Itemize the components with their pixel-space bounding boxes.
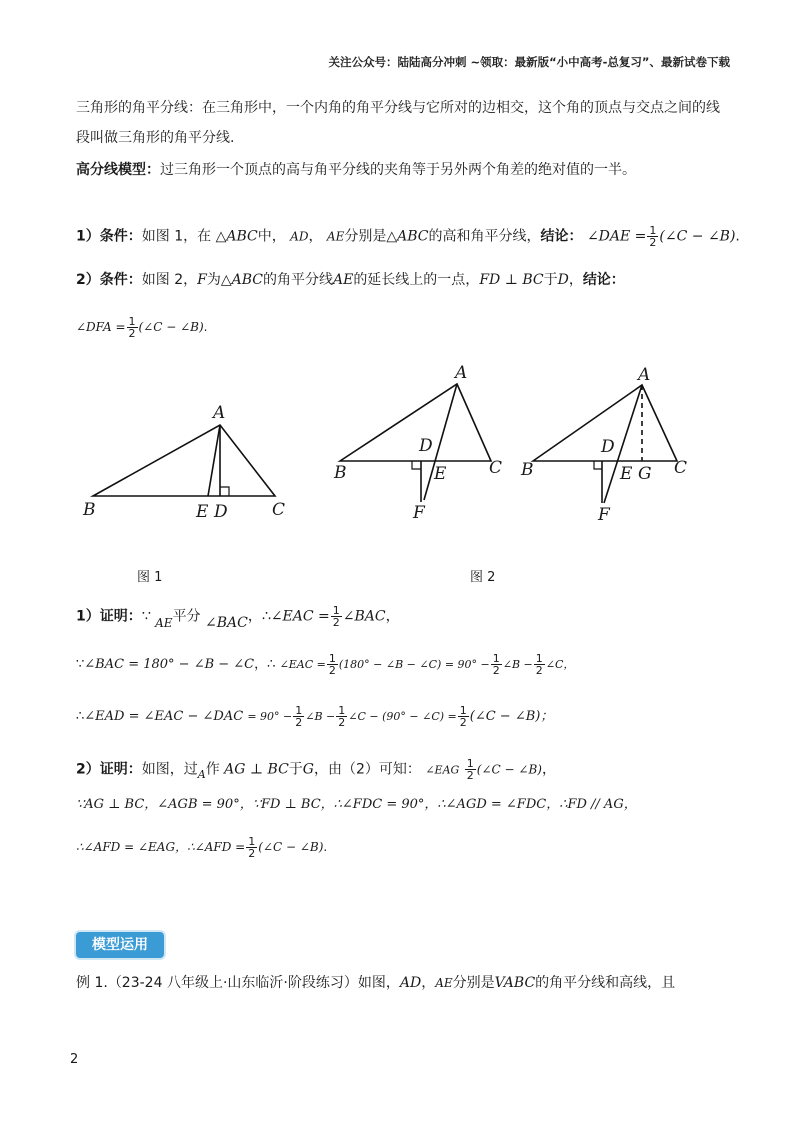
point-g: G [302, 761, 314, 778]
text: 于 [288, 761, 303, 778]
fig3-label-c: C [674, 458, 688, 478]
text: 的角平分线 [262, 272, 333, 288]
fig2-label-f: F [413, 503, 425, 523]
text: 的角平分线和高线，且 [535, 975, 676, 991]
fig1-label-c: C [272, 500, 286, 520]
fraction-half: $\frac{1}{2}$ [466, 757, 474, 782]
fig3-label-e: E [620, 464, 633, 484]
triangle-symbol: △ABC [220, 272, 263, 288]
formula-rhs: (∠C − ∠B) [659, 228, 736, 245]
figure-1-caption: 图 1 [137, 570, 163, 585]
segment-ad: AD [290, 229, 309, 244]
segment-ae: AE [435, 976, 453, 990]
model-text: 过三角形一个顶点的高与角平分线的夹角等于另外两个角差的绝对值的一半。 [160, 162, 636, 178]
fraction-half: $\frac{1}{2}$ [649, 224, 657, 249]
text: 中， [257, 228, 286, 245]
point-d: D [557, 272, 569, 288]
formula: ∠B − [502, 658, 533, 671]
text: ∵ [76, 657, 85, 672]
fig3-label-d: D [601, 437, 615, 457]
conclusion-label: 结论： [582, 272, 625, 288]
fig3-label-a: A [638, 365, 651, 385]
fraction-half: $\frac{1}{2}$ [128, 315, 136, 340]
text: 于 [543, 272, 558, 288]
model-label: 高分线模型： [76, 162, 160, 178]
triangle-abc [340, 384, 491, 461]
text: 分别是 [344, 228, 387, 245]
section-badge: 模型运用 [76, 932, 164, 958]
proof-1-line-2 [76, 653, 574, 676]
formula: = 90° − [247, 710, 293, 723]
formula-lhs: ∠DAE = [586, 228, 647, 245]
right-angle-mark [220, 487, 229, 496]
point-a: A [197, 767, 206, 781]
condition-1-prefix: 1）条件： [76, 228, 142, 245]
fraction-half: $\frac{1}{2}$ [535, 652, 543, 677]
proof-2-line-1 [76, 758, 556, 781]
fig2-label-d: D [419, 436, 433, 456]
triangle-abc [93, 425, 275, 496]
text: ∵ [141, 608, 151, 625]
text: ，∴ [247, 608, 271, 625]
conclusion-label: 结论： [540, 228, 583, 245]
fig3-label-f: F [598, 505, 610, 525]
fig3-label-b: B [521, 460, 534, 480]
text: ∴ [76, 709, 85, 724]
formula: ∠C， [545, 658, 575, 671]
formula-rhs: ∠BAC [342, 608, 386, 625]
formula-lhs: ∠EAG [425, 763, 460, 777]
fraction-half: $\frac{1}{2}$ [338, 704, 346, 729]
fraction-half: $\frac{1}{2}$ [328, 652, 336, 677]
point-f: F [197, 272, 207, 288]
proof-1-line-3 [76, 705, 553, 728]
text: 的延长线上的一点， [353, 272, 480, 288]
example-1 [76, 973, 675, 993]
fig2-label-e: E [434, 464, 447, 484]
condition-2-prefix: 2）条件： [76, 272, 142, 288]
formula-rhs: (∠C − ∠B) [258, 840, 324, 854]
segment-ae: AE [326, 229, 345, 244]
proof-2-line-2: ∵AG ⊥ BC，∠AGB = 90°，∵FD ⊥ BC，∴∠FDC = 90°，∴∠AGD = ∠FDC，∴FD // AG， [76, 797, 637, 812]
segment-ae: AE [332, 272, 354, 288]
text: ，由（2）可知： [313, 761, 421, 778]
formula: ∠B − [305, 710, 336, 723]
formula: ∴∠AFD = ∠EAG [76, 840, 176, 854]
fig2-label-b: B [334, 463, 347, 483]
bisector-ae [208, 425, 220, 496]
text: 分别是 [452, 975, 495, 991]
text: 为 [206, 272, 221, 288]
example-source: （23-24 八年级上·山东临沂·阶段练习）如图， [107, 975, 400, 991]
fraction-half: $\frac{1}{2}$ [295, 704, 303, 729]
text: ， [421, 975, 436, 991]
formula: (∠C − ∠B)； [469, 709, 554, 724]
text: ， [568, 272, 583, 288]
formula-lhs: ∠EAC = [270, 608, 330, 625]
formula-lhs: ∠DFA = [76, 320, 126, 334]
fig1-label-d: D [214, 502, 228, 522]
fig1-label-b: B [83, 500, 96, 520]
text: ， [385, 608, 400, 625]
formula: ∠C − (90° − ∠C) = [348, 710, 457, 723]
right-angle-mark [594, 461, 602, 469]
page-number: 2 [70, 1052, 79, 1067]
text: 如图，过 [141, 761, 198, 778]
text: ， [308, 228, 323, 245]
proof-1-prefix: 1）证明： [76, 608, 142, 625]
text: 平分 [172, 608, 201, 625]
fraction-half: $\frac{1}{2}$ [332, 604, 340, 629]
formula-rhs: (∠C − ∠B) [138, 320, 204, 334]
fig2-label-a: A [455, 363, 468, 383]
formula: ∠BAC = 180° − ∠B − ∠C [84, 657, 255, 672]
proof-2-line-3 [76, 836, 327, 859]
fig1-label-e: E [196, 502, 209, 522]
fraction-half: $\frac{1}{2}$ [248, 835, 256, 860]
text: 作 [205, 761, 220, 778]
right-angle-mark [412, 461, 421, 469]
text: 的高和角平分线， [428, 228, 541, 245]
proof-2-prefix: 2）证明： [76, 761, 142, 778]
fig3-label-g: G [638, 464, 652, 484]
text: . [203, 320, 208, 334]
segment-ae: AE [155, 615, 173, 630]
definition-line-2: 段叫做三角形的角平分线. [76, 130, 235, 146]
segment-ad: AD [399, 975, 422, 991]
perpendicular-ag: AG ⊥ BC [224, 761, 289, 778]
figure-1 [93, 425, 275, 496]
text: 如图 1，在 [141, 228, 212, 245]
text: ，∴ [254, 657, 276, 672]
triangle-symbol: VABC [494, 975, 536, 991]
perpendicular-fd: FD ⊥ BC [479, 272, 544, 288]
formula-lhs: ∠EAC = [279, 658, 326, 671]
text: 如图 2， [141, 272, 198, 288]
triangle-symbol: △ABC [386, 228, 429, 245]
fig2-label-c: C [489, 458, 503, 478]
text: . [323, 840, 328, 854]
fraction-half: $\frac{1}{2}$ [492, 652, 500, 677]
proof-1-line-1 [76, 604, 400, 631]
formula: (180° − ∠B − ∠C) = 90° − [338, 658, 490, 671]
page-header: 关注公众号：陆陆高分冲刺 ~领取：最新版“小中高考-总复习”、最新试卷下载 [328, 55, 730, 69]
formula: ∠EAD = ∠EAC − ∠DAC [84, 709, 244, 724]
triangle-symbol: △ABC [215, 228, 258, 245]
example-prefix: 例 1. [76, 975, 108, 991]
angle-bac: ∠BAC [205, 614, 248, 631]
formula: ，∴∠AFD = [175, 840, 246, 854]
figure-2 [340, 384, 491, 502]
figure-2-caption: 图 2 [470, 570, 496, 585]
definition-line-1: 三角形的角平分线：在三角形中，一个内角的角平分线与它所对的边相交，这个角的顶点与交点之间的线 [76, 100, 720, 116]
text: ， [541, 761, 556, 778]
text: . [735, 228, 740, 245]
fig1-label-a: A [213, 403, 226, 423]
fraction-half: $\frac{1}{2}$ [459, 704, 467, 729]
formula-rhs: (∠C − ∠B) [476, 762, 542, 777]
